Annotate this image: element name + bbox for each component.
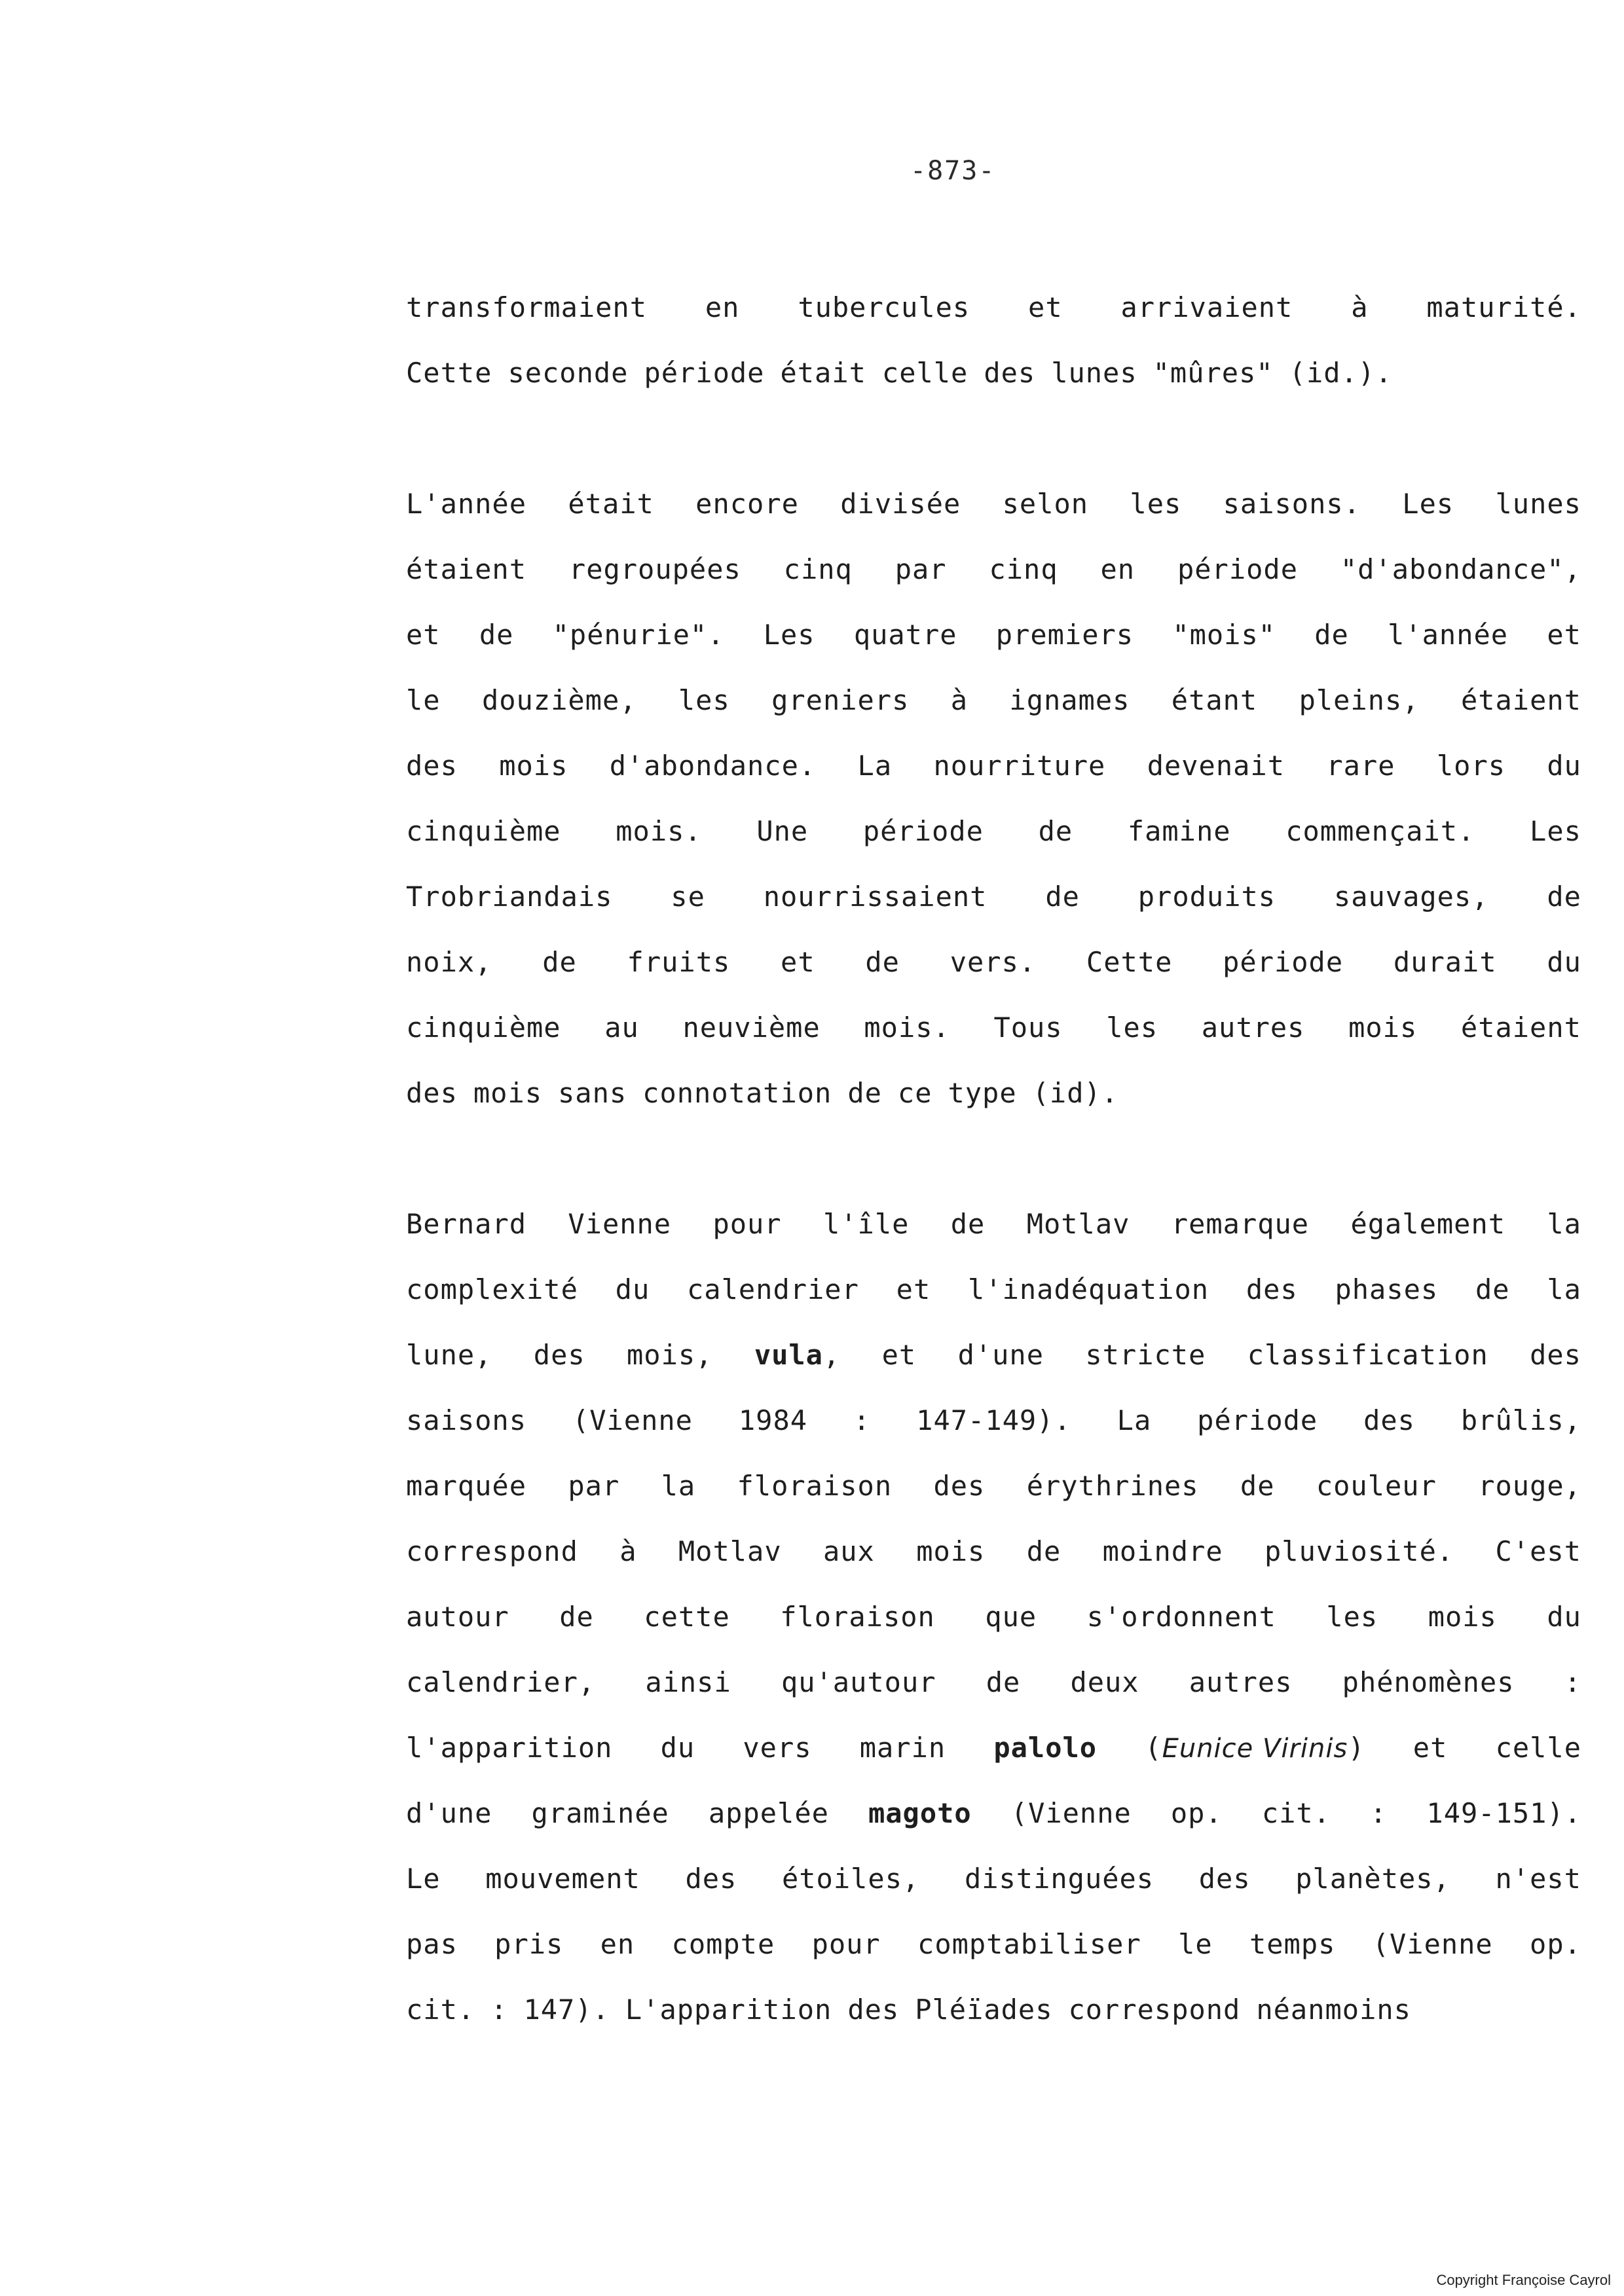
word: et xyxy=(1547,619,1581,651)
word: calendrier, xyxy=(406,1666,596,1698)
word: remarque xyxy=(1171,1208,1310,1240)
word: étant xyxy=(1171,684,1258,716)
text-line xyxy=(406,275,1581,340)
text-line xyxy=(406,1192,1581,1257)
word: néanmoins xyxy=(1256,1994,1411,2026)
word: fruits xyxy=(627,946,731,978)
word: ignames xyxy=(1009,684,1130,716)
text-line xyxy=(406,864,1581,930)
word: commençait. xyxy=(1285,815,1475,847)
paragraph-saisons xyxy=(406,471,1581,1126)
word: celle xyxy=(881,357,969,389)
word: à xyxy=(1351,291,1369,323)
word: op. xyxy=(1530,1928,1581,1960)
word: se xyxy=(671,881,705,913)
word: autres xyxy=(1201,1011,1305,1044)
word: période xyxy=(862,815,984,847)
word: rouge, xyxy=(1478,1470,1581,1502)
word: comptabiliser xyxy=(917,1928,1141,1960)
text-line xyxy=(406,1388,1581,1453)
word: connotation xyxy=(642,1077,832,1109)
text-line xyxy=(406,733,1581,799)
word: stricte xyxy=(1085,1339,1206,1371)
word: l'apparition xyxy=(406,1732,613,1764)
word: "d'abondance", xyxy=(1340,553,1581,585)
text-line xyxy=(406,1846,1581,1912)
text-line xyxy=(406,930,1581,995)
word: cette xyxy=(644,1601,730,1633)
word: du xyxy=(615,1273,650,1305)
word: marquée xyxy=(406,1470,527,1502)
word: cit. xyxy=(406,1994,475,2026)
word: des xyxy=(1530,1339,1581,1371)
word: du xyxy=(1547,750,1581,782)
word: de xyxy=(1240,1470,1275,1502)
word: des xyxy=(933,1470,986,1502)
word: 1984 xyxy=(738,1404,808,1436)
bold-term: magoto xyxy=(868,1797,972,1829)
word: Les xyxy=(1530,815,1581,847)
word: Le xyxy=(406,1863,441,1895)
word: en xyxy=(600,1928,635,1960)
word: étaient xyxy=(1460,684,1581,716)
word: brûlis, xyxy=(1460,1404,1581,1436)
word: quatre xyxy=(853,619,957,651)
word: de xyxy=(1475,1273,1510,1305)
word: également xyxy=(1350,1208,1506,1240)
word xyxy=(868,1781,972,1846)
text-line xyxy=(406,471,1581,537)
word: la xyxy=(1547,1273,1581,1305)
word: C'est xyxy=(1495,1535,1581,1567)
word: des xyxy=(406,750,458,782)
word: autour xyxy=(406,1601,509,1633)
word: à xyxy=(950,684,969,716)
word: des xyxy=(1363,1404,1415,1436)
word: autres xyxy=(1189,1666,1293,1698)
text-line xyxy=(406,1584,1581,1650)
word: floraison xyxy=(780,1601,935,1633)
word: noix, xyxy=(406,946,492,978)
word: cinquième xyxy=(406,815,561,847)
word: La xyxy=(1116,1404,1152,1436)
word: étaient xyxy=(1460,1011,1581,1044)
word: floraison xyxy=(737,1470,893,1502)
word: L'année xyxy=(406,488,527,520)
word: de xyxy=(559,1601,594,1633)
word: Cette xyxy=(1086,946,1173,978)
word: Motlav xyxy=(1026,1208,1130,1240)
word: compte xyxy=(671,1928,775,1960)
word: moindre xyxy=(1102,1535,1223,1567)
word: l'année xyxy=(1388,619,1509,651)
word: op. xyxy=(1170,1797,1223,1829)
word: cinq xyxy=(783,553,853,585)
word: érythrines xyxy=(1026,1470,1199,1502)
word: (Vienne xyxy=(1372,1928,1493,1960)
word: deux xyxy=(1070,1666,1139,1698)
word: au xyxy=(604,1011,639,1044)
word: nourrissaient xyxy=(763,881,987,913)
word: et xyxy=(881,1339,917,1371)
text-line xyxy=(406,1322,1581,1388)
word: la xyxy=(1547,1208,1581,1240)
word xyxy=(993,1715,1097,1781)
word: temps xyxy=(1249,1928,1336,1960)
word: lune, xyxy=(406,1339,492,1371)
word: du xyxy=(1547,946,1581,978)
word: vers xyxy=(743,1732,812,1764)
word: l'île xyxy=(822,1208,910,1240)
word: saisons xyxy=(406,1404,527,1436)
word: cit. xyxy=(1261,1797,1331,1829)
word: : xyxy=(1564,1666,1581,1698)
word: 149-151). xyxy=(1426,1797,1581,1829)
word: : xyxy=(853,1404,871,1436)
text-line xyxy=(406,1781,1581,1846)
word: type xyxy=(948,1077,1017,1109)
word: graminée xyxy=(531,1797,669,1829)
word: : xyxy=(490,1994,508,2026)
word: par xyxy=(895,553,947,585)
word: qu'autour xyxy=(781,1666,936,1698)
word: L'apparition xyxy=(625,1994,832,2026)
word: nourriture xyxy=(933,750,1106,782)
word: ce xyxy=(897,1077,932,1109)
word: (id). xyxy=(1032,1077,1119,1109)
paragraph-motlav xyxy=(406,1192,1581,2043)
copyright-notice: Copyright Françoise Cayrol xyxy=(1436,2272,1611,2288)
word: tubercules xyxy=(798,291,970,323)
word: Les xyxy=(1402,488,1454,520)
word: s'ordonnent xyxy=(1086,1601,1276,1633)
text-line xyxy=(406,1453,1581,1519)
word: des xyxy=(406,1077,458,1109)
word: et xyxy=(1412,1732,1448,1764)
word: premiers xyxy=(995,619,1134,651)
word: étaient xyxy=(406,553,527,585)
word: des xyxy=(847,1994,900,2026)
word: mois. xyxy=(864,1011,950,1044)
word: n'est xyxy=(1495,1863,1581,1895)
text-line xyxy=(406,1977,1581,2043)
word: pour xyxy=(811,1928,881,1960)
word: du xyxy=(660,1732,695,1764)
word: (Vienne xyxy=(1010,1797,1132,1829)
word: les xyxy=(1326,1601,1378,1633)
word: des xyxy=(984,357,1036,389)
word: et xyxy=(406,619,441,651)
word: les xyxy=(1106,1011,1158,1044)
word: des xyxy=(1198,1863,1251,1895)
text-line xyxy=(406,1912,1581,1977)
word: saisons. xyxy=(1223,488,1361,520)
word: période xyxy=(1197,1404,1318,1436)
word: des xyxy=(533,1339,585,1371)
word: lunes xyxy=(1495,488,1581,520)
word: sans xyxy=(558,1077,627,1109)
word: d'une xyxy=(406,1797,492,1829)
word: lors xyxy=(1436,750,1506,782)
word: sauvages, xyxy=(1333,881,1489,913)
word: complexité xyxy=(406,1273,578,1305)
word: période xyxy=(644,357,765,389)
word: (id.). xyxy=(1289,357,1393,389)
word: de xyxy=(847,1077,882,1109)
word: correspond xyxy=(1068,1994,1241,2026)
word: de xyxy=(1026,1535,1061,1567)
word: (Eunice Virinis) xyxy=(1145,1732,1365,1764)
word: mois xyxy=(473,1077,543,1109)
word: mois xyxy=(1428,1601,1497,1633)
word: pleins, xyxy=(1299,684,1420,716)
word: devenait xyxy=(1147,750,1285,782)
word: calendrier xyxy=(687,1273,859,1305)
word: "pénurie". xyxy=(552,619,725,651)
word: rare xyxy=(1326,750,1395,782)
word: d'abondance. xyxy=(609,750,817,782)
word: était xyxy=(780,357,866,389)
word: pour xyxy=(712,1208,782,1240)
bold-term: vula xyxy=(754,1339,823,1371)
word: de xyxy=(1547,881,1581,913)
word: ainsi xyxy=(645,1666,731,1698)
word: Cette xyxy=(406,357,492,389)
word: de xyxy=(479,619,514,651)
word: pris xyxy=(494,1928,564,1960)
word: celle xyxy=(1495,1732,1581,1764)
paragraph-tubercules xyxy=(406,275,1581,406)
word: mois, xyxy=(627,1339,713,1371)
text-line xyxy=(406,602,1581,668)
word: étoiles, xyxy=(781,1863,920,1895)
word: marin xyxy=(859,1732,946,1764)
word: phénomènes xyxy=(1342,1666,1515,1698)
text-line xyxy=(406,799,1581,864)
bold-term: palolo xyxy=(993,1732,1098,1764)
word: d'une xyxy=(957,1339,1044,1371)
word: Motlav xyxy=(678,1535,782,1567)
word: selon xyxy=(1002,488,1089,520)
word: produits xyxy=(1137,881,1276,913)
word: "mois" xyxy=(1172,619,1276,651)
word: famine xyxy=(1127,815,1231,847)
word: de xyxy=(1038,815,1073,847)
word: "mûres" xyxy=(1153,357,1274,389)
word: le xyxy=(1178,1928,1213,1960)
word: distinguées xyxy=(964,1863,1154,1895)
word: les xyxy=(678,684,730,716)
word: greniers xyxy=(771,684,910,716)
word: de xyxy=(865,946,900,978)
word: mois xyxy=(916,1535,986,1567)
word: le xyxy=(406,684,441,716)
word: Bernard xyxy=(406,1208,527,1240)
word: cinquième xyxy=(406,1011,561,1044)
word: de xyxy=(542,946,577,978)
word: en xyxy=(1100,553,1135,585)
word: maturité. xyxy=(1426,291,1581,323)
text-line xyxy=(406,340,1581,406)
text-line xyxy=(406,1257,1581,1322)
word: pluviosité. xyxy=(1264,1535,1454,1567)
text-line xyxy=(406,1519,1581,1584)
word: était xyxy=(568,488,654,520)
word: Pléïades xyxy=(915,1994,1053,2026)
word: en xyxy=(705,291,740,323)
word: période xyxy=(1223,946,1344,978)
word: vula, xyxy=(754,1339,841,1371)
text-line xyxy=(406,995,1581,1061)
word: mouvement xyxy=(485,1863,640,1895)
word: classification xyxy=(1247,1339,1488,1371)
word: Tous xyxy=(993,1011,1063,1044)
word: vers. xyxy=(950,946,1037,978)
word: regroupées xyxy=(568,553,741,585)
word: neuvième xyxy=(682,1011,821,1044)
word: de xyxy=(986,1666,1021,1698)
word: seconde xyxy=(507,357,629,389)
word: les xyxy=(1130,488,1182,520)
word: de xyxy=(950,1208,986,1240)
word: et xyxy=(896,1273,931,1305)
word: planètes, xyxy=(1295,1863,1450,1895)
word: Une xyxy=(756,815,809,847)
word: à xyxy=(619,1535,637,1567)
word: (Vienne xyxy=(572,1404,693,1436)
word: 147-149). xyxy=(916,1404,1071,1436)
word: Vienne xyxy=(568,1208,672,1240)
word: divisée xyxy=(840,488,961,520)
word: La xyxy=(857,750,893,782)
word: des xyxy=(685,1863,737,1895)
word: encore xyxy=(695,488,799,520)
word: phases xyxy=(1335,1273,1439,1305)
word: Trobriandais xyxy=(406,881,613,913)
text-line xyxy=(406,1715,1581,1781)
word: par xyxy=(568,1470,620,1502)
page-number: -873- xyxy=(910,156,996,186)
word: période xyxy=(1177,553,1298,585)
word: durait xyxy=(1393,946,1497,978)
word: Les xyxy=(763,619,815,651)
word: lunes xyxy=(1051,357,1137,389)
word: la xyxy=(661,1470,696,1502)
word: du xyxy=(1547,1601,1581,1633)
word: l'inadéquation xyxy=(968,1273,1209,1305)
word: : xyxy=(1370,1797,1388,1829)
word: arrivaient xyxy=(1120,291,1293,323)
word: que xyxy=(985,1601,1037,1633)
text-line xyxy=(406,1061,1581,1126)
italic-term: Eunice Virinis xyxy=(1162,1734,1348,1764)
word: douzième, xyxy=(481,684,637,716)
word: mois xyxy=(499,750,568,782)
word: correspond xyxy=(406,1535,578,1567)
word: et xyxy=(1028,291,1063,323)
word: couleur xyxy=(1316,1470,1437,1502)
word: mois. xyxy=(616,815,702,847)
word: appelée xyxy=(708,1797,829,1829)
word: de xyxy=(1045,881,1080,913)
word: mois xyxy=(1348,1011,1418,1044)
word: et xyxy=(781,946,815,978)
text-line xyxy=(406,1650,1581,1715)
word: transformaient xyxy=(406,291,648,323)
word: 147). xyxy=(523,1994,610,2026)
word: pas xyxy=(406,1928,458,1960)
text-line xyxy=(406,668,1581,733)
word: cinq xyxy=(989,553,1058,585)
word: aux xyxy=(822,1535,875,1567)
word: de xyxy=(1314,619,1349,651)
text-line xyxy=(406,537,1581,602)
word: des xyxy=(1246,1273,1298,1305)
